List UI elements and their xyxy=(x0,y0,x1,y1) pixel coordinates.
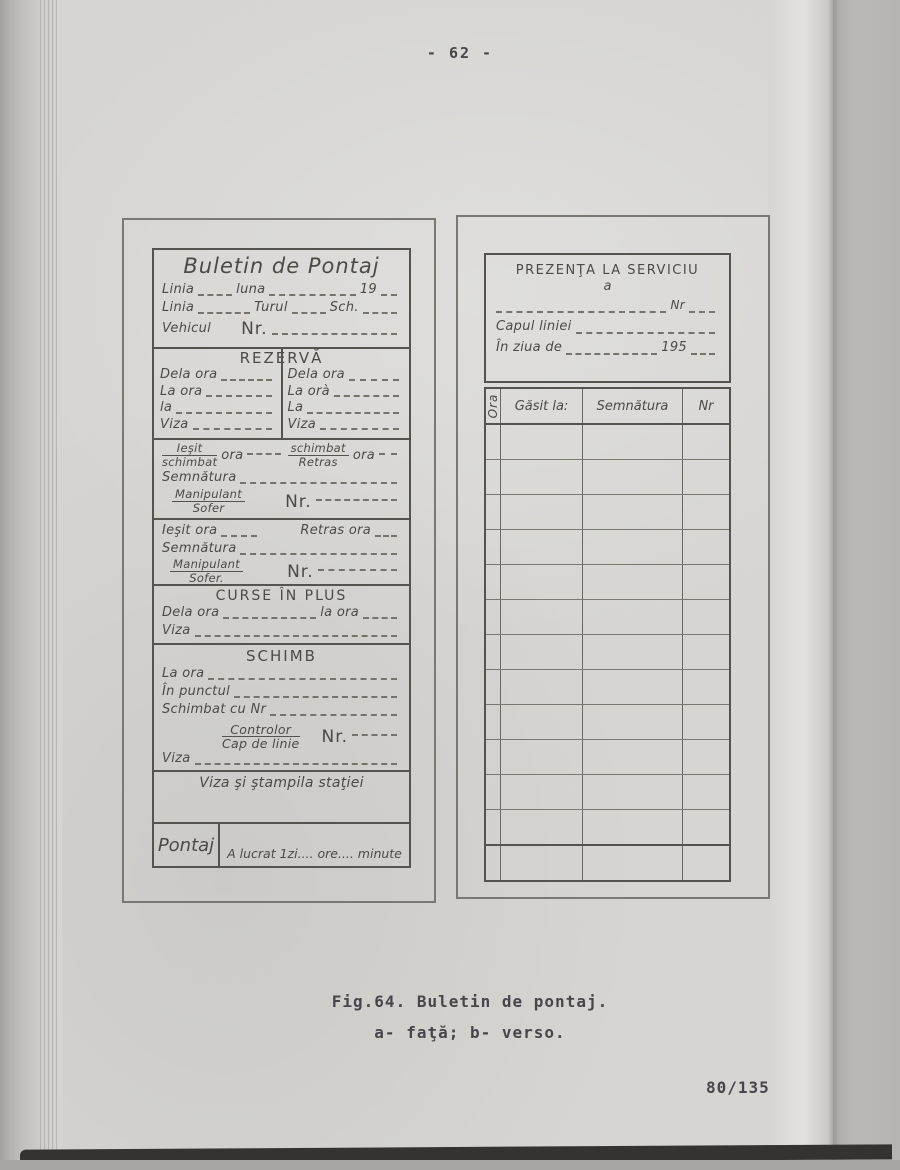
rezerva-row xyxy=(288,384,404,401)
fill-line xyxy=(318,569,397,571)
table-row xyxy=(486,844,729,880)
fill-line xyxy=(379,453,397,455)
table-cell xyxy=(501,460,583,494)
fill-line xyxy=(363,312,397,314)
table-row xyxy=(486,494,729,529)
label-schimbat-cu-nr: Schimbat cu Nr xyxy=(162,702,267,717)
fill-line xyxy=(270,714,397,716)
pontaj-worked-cell xyxy=(220,824,409,866)
fill-line xyxy=(221,535,257,537)
rezerva-section xyxy=(154,347,409,438)
table-cell xyxy=(583,810,683,844)
label-195: 195 xyxy=(661,340,687,355)
label-nr: Nr. xyxy=(285,491,312,512)
table-cell xyxy=(683,705,729,739)
table-row xyxy=(486,774,729,809)
table-row xyxy=(486,634,729,669)
table-cell xyxy=(486,846,501,880)
form-b-ziua-row xyxy=(496,337,719,358)
table-cell xyxy=(683,670,729,704)
fill-line xyxy=(316,499,397,501)
table-cell xyxy=(683,495,729,529)
exit-shift-section-1 xyxy=(154,438,409,518)
label-turul: Turul xyxy=(254,300,288,315)
viza-stampila-section xyxy=(154,770,409,822)
label-viza: Viza xyxy=(162,751,191,766)
fill-line xyxy=(223,617,316,619)
rezerva-row xyxy=(288,367,404,384)
schimb-row xyxy=(162,665,401,683)
label-vehicul: Vehicul xyxy=(162,321,212,336)
form-b-capul-row xyxy=(496,316,719,337)
label-nr: Nr. xyxy=(287,561,314,582)
scan-bottom-edge xyxy=(0,1160,900,1170)
table-cell xyxy=(486,530,501,564)
header-semnatura xyxy=(583,389,683,423)
table-row xyxy=(486,529,729,564)
header-ora xyxy=(486,389,501,423)
page-stack-edge-left xyxy=(0,0,62,1170)
form-a-title: Buletin de Pontaj xyxy=(183,254,380,278)
semnatura-row xyxy=(162,469,401,487)
form-b-title: PREZENŢA LA SERVICIU xyxy=(515,263,700,278)
table-row xyxy=(486,669,729,704)
label-ora: ora xyxy=(221,447,244,463)
table-row xyxy=(486,425,729,459)
pontaj-section xyxy=(154,822,409,866)
fill-line xyxy=(320,428,399,430)
table-cell xyxy=(583,775,683,809)
header-nr xyxy=(683,389,729,423)
label-viza-stampila: Viza şi ştampila staţiei xyxy=(199,775,364,791)
label-viza: Viza xyxy=(160,416,189,432)
manipulant-row xyxy=(162,488,401,515)
fraction-iesit-schimbat xyxy=(162,442,217,469)
fraction-top: Controlor xyxy=(222,723,300,737)
presence-table-body xyxy=(486,425,729,880)
fill-line xyxy=(221,379,271,381)
label-nr: Nr xyxy=(670,298,685,312)
fill-line xyxy=(198,312,250,314)
viza-row xyxy=(162,750,401,768)
table-cell xyxy=(583,740,683,774)
rezerva-right-column xyxy=(282,367,410,438)
fill-line xyxy=(566,353,657,355)
header-nr-label: Nr xyxy=(698,398,714,414)
exit-shift-section-2 xyxy=(154,518,409,584)
table-cell xyxy=(683,846,729,880)
table-cell xyxy=(583,600,683,634)
table-cell xyxy=(486,495,501,529)
rezerva-divider xyxy=(281,349,283,438)
label-iesit-ora: Ieşit ora xyxy=(162,523,218,538)
table-cell xyxy=(583,565,683,599)
form-a-row-linia-luna xyxy=(162,281,401,299)
form-a-row-vehicul xyxy=(162,320,401,338)
fraction-manipulant-sofer xyxy=(172,488,245,515)
label-ora: ora xyxy=(352,447,375,463)
table-cell xyxy=(683,740,729,774)
fill-line xyxy=(689,311,715,313)
rezerva-row xyxy=(160,400,276,417)
table-cell xyxy=(583,460,683,494)
figure-caption xyxy=(285,986,655,1048)
table-cell xyxy=(501,600,583,634)
table-cell xyxy=(501,635,583,669)
table-cell xyxy=(501,670,583,704)
semnatura-row xyxy=(162,540,401,558)
presence-table xyxy=(484,387,731,882)
table-cell xyxy=(583,635,683,669)
fill-line xyxy=(240,553,397,555)
label-viza: Viza xyxy=(287,416,316,432)
label-la-ora: La ora xyxy=(162,666,205,681)
table-row xyxy=(486,704,729,739)
table-cell xyxy=(486,600,501,634)
table-cell xyxy=(501,810,583,844)
fraction-top: Ieşit xyxy=(162,442,217,456)
table-row xyxy=(486,599,729,634)
label-la-ora: La orà xyxy=(287,383,330,399)
fraction-bottom: Sofer xyxy=(192,501,225,515)
fill-line xyxy=(375,535,397,537)
controlor-row xyxy=(162,723,401,750)
label-la: La xyxy=(287,400,304,415)
footer-reference: 80/135 xyxy=(706,1078,770,1097)
table-cell xyxy=(486,670,501,704)
table-row xyxy=(486,809,729,844)
table-cell xyxy=(583,670,683,704)
fraction-schimbat-retras xyxy=(288,442,349,469)
rezerva-row xyxy=(160,367,276,384)
table-cell xyxy=(683,565,729,599)
rezerva-row xyxy=(288,417,404,434)
table-cell xyxy=(501,740,583,774)
table-cell xyxy=(501,530,583,564)
rezerva-row xyxy=(160,384,276,401)
manipulant-row xyxy=(162,558,401,585)
fraction-top: Manipulant xyxy=(170,558,243,572)
table-row xyxy=(486,564,729,599)
rezerva-title: REZERVĂ xyxy=(239,349,324,367)
exit2-row xyxy=(162,522,401,540)
table-cell xyxy=(501,775,583,809)
fill-line xyxy=(691,353,715,355)
table-cell xyxy=(501,495,583,529)
label-capul-liniei: Capul liniei xyxy=(496,319,572,334)
fill-line xyxy=(234,696,397,698)
table-cell xyxy=(683,775,729,809)
label-luna: luna xyxy=(236,282,266,297)
label-la-ora: La ora xyxy=(160,383,203,399)
fill-line xyxy=(240,482,397,484)
table-cell xyxy=(486,740,501,774)
fraction-bottom: Retras xyxy=(298,455,338,469)
fraction-manipulant-sofer xyxy=(170,558,243,585)
label-nr: Nr. xyxy=(321,726,349,747)
table-cell xyxy=(583,425,683,459)
fill-line xyxy=(206,395,271,397)
viza-stampila-row xyxy=(162,774,401,792)
label-pontaj: Pontaj xyxy=(157,834,215,856)
fraction-bottom: Sofer. xyxy=(189,571,224,585)
table-cell xyxy=(486,775,501,809)
fill-line xyxy=(381,294,397,296)
form-b-nr-row xyxy=(496,295,719,316)
fraction-top: schimbat xyxy=(288,442,349,456)
fill-line xyxy=(363,617,397,619)
table-cell xyxy=(486,565,501,599)
fill-line xyxy=(195,635,398,637)
table-cell xyxy=(683,810,729,844)
fill-line xyxy=(272,333,397,335)
table-cell xyxy=(501,565,583,599)
pontaj-label-cell xyxy=(154,824,220,866)
table-cell xyxy=(683,530,729,564)
table-cell xyxy=(486,635,501,669)
table-cell xyxy=(583,705,683,739)
curse-in-plus-section xyxy=(154,584,409,643)
fill-line xyxy=(292,312,326,314)
table-cell xyxy=(501,705,583,739)
table-cell xyxy=(486,460,501,494)
table-cell xyxy=(583,495,683,529)
caption-line-2: a- faţă; b- verso. xyxy=(374,1023,566,1042)
curse-title: CURSE ÎN PLUS xyxy=(215,588,348,604)
label-a-lucrat: A lucrat 1zi.... ore.... minute xyxy=(227,846,402,861)
schimb-section xyxy=(154,643,409,770)
header-gasit-la xyxy=(501,389,583,423)
schimb-row xyxy=(162,683,401,701)
fill-line xyxy=(334,395,399,397)
label-linia: Linia xyxy=(162,282,195,297)
viza-row xyxy=(162,622,401,640)
table-cell xyxy=(583,530,683,564)
label-dela-ora: Dela ora xyxy=(287,367,345,382)
label-in-punctul: În punctul xyxy=(162,684,231,699)
label-in-ziua-de: În ziua de xyxy=(496,340,563,355)
label-dela-ora: Dela ora xyxy=(162,605,220,620)
label-a: a xyxy=(603,279,612,294)
table-cell xyxy=(501,425,583,459)
fraction-top: Manipulant xyxy=(172,488,245,502)
fraction-bottom: schimbat xyxy=(162,455,218,469)
table-cell xyxy=(683,600,729,634)
fill-line xyxy=(349,379,399,381)
table-cell xyxy=(501,846,583,880)
label-linia2: Linia xyxy=(162,300,195,315)
table-cell xyxy=(583,846,683,880)
label-semnatura: Semnătura xyxy=(162,541,237,556)
exit1-row xyxy=(162,442,401,469)
header-ora-label: Ora xyxy=(486,393,500,419)
table-row xyxy=(486,459,729,494)
rezerva-row xyxy=(288,400,404,417)
curse-row xyxy=(162,604,401,622)
form-prezenta-header xyxy=(484,253,731,383)
table-cell xyxy=(486,810,501,844)
label-semnatura: Semnătura xyxy=(162,470,237,485)
rezerva-row xyxy=(160,417,276,434)
form-a-header-section xyxy=(154,250,409,347)
table-cell xyxy=(683,460,729,494)
table-row xyxy=(486,739,729,774)
schimb-title: SCHIMB xyxy=(246,647,317,665)
caption-line-1: Fig.64. Buletin de pontaj. xyxy=(331,992,609,1011)
fill-line xyxy=(247,453,281,455)
fill-line xyxy=(193,428,272,430)
label-year: 19 xyxy=(359,282,377,297)
header-semnatura-label: Semnătura xyxy=(596,398,669,414)
presence-table-header xyxy=(486,389,729,425)
fraction-bottom: Cap de linie xyxy=(222,736,300,751)
book-spine-band xyxy=(833,0,900,1170)
label-la-ora: la ora xyxy=(320,605,359,620)
fill-line xyxy=(198,294,232,296)
rezerva-left-column xyxy=(154,367,282,438)
fill-line xyxy=(576,332,715,334)
label-la: la xyxy=(160,400,173,415)
label-viza: Viza xyxy=(162,623,191,638)
label-sch: Sch. xyxy=(329,300,359,315)
fill-line xyxy=(307,412,399,414)
table-cell xyxy=(486,705,501,739)
fraction-controlor-cap-de-linie xyxy=(222,723,300,750)
table-cell xyxy=(683,635,729,669)
table-cell xyxy=(683,425,729,459)
fill-line xyxy=(269,294,355,296)
form-buletin-de-pontaj xyxy=(152,248,411,868)
header-gasit-la-label: Găsit la: xyxy=(514,398,569,414)
page-curl-highlight xyxy=(768,0,833,1170)
fill-line xyxy=(195,763,398,765)
label-retras-ora: Retras ora xyxy=(300,523,371,538)
label-dela-ora: Dela ora xyxy=(160,367,218,382)
label-nr: Nr. xyxy=(241,319,268,339)
page-number: - 62 - xyxy=(426,44,494,62)
table-cell xyxy=(486,425,501,459)
fill-line xyxy=(352,734,397,736)
fill-line xyxy=(208,678,397,680)
schimb-row xyxy=(162,701,401,719)
rezerva-columns xyxy=(154,367,409,438)
fill-line xyxy=(496,311,666,313)
fill-line xyxy=(176,412,271,414)
form-a-row-linia-turul xyxy=(162,299,401,317)
